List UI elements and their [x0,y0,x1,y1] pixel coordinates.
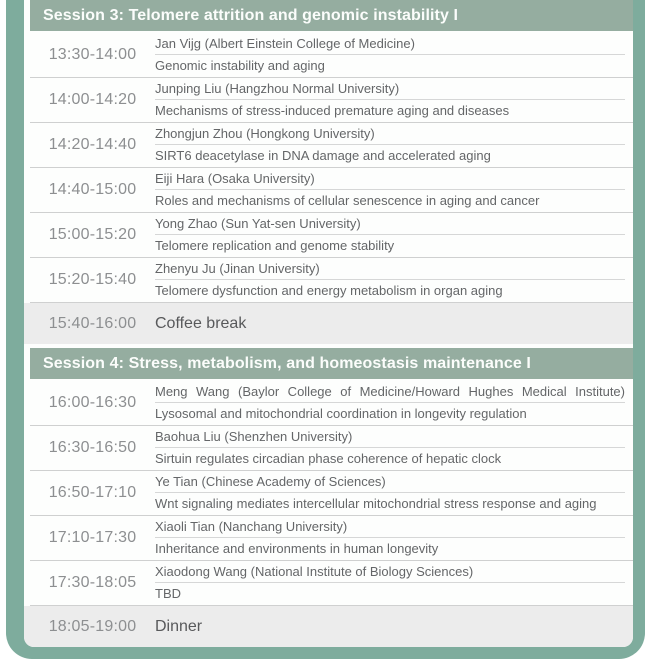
speaker-text: Baohua Liu (Shenzhen University) [155,426,625,448]
speaker-text: Xiaoli Tian (Nanchang University) [155,516,625,538]
session-3-title: Session 3: Telomere attrition and genomic instability I [43,6,459,24]
slot-content [155,381,633,425]
speaker-text: Eiji Hara (Osaka University) [155,168,625,190]
time-cell: 15:20-15:40 [48,271,137,288]
table-row [30,78,633,123]
time-cell: 14:20-14:40 [48,136,137,153]
slot-content [155,213,633,257]
table-row [30,33,633,78]
slot-content [155,516,633,560]
slot-content [155,168,633,212]
slot-content [155,123,633,167]
table-row [30,561,633,606]
time-cell: 15:40-16:00 [48,314,137,332]
talk-title: Lysosomal and mitochondrial coordination in longevity regulation [155,406,527,421]
program-card [24,0,633,647]
table-row [30,258,633,303]
talk-title: Telomere dysfunction and energy metabolism in organ aging [155,283,503,298]
speaker-text: Meng Wang (Baylor College of Medicine/Howard Hughes Medical Institute) [155,381,625,403]
table-row [30,213,633,258]
time-cell: 17:10-17:30 [48,529,137,546]
time-cell: 17:30-18:05 [48,574,137,591]
talk-title: Roles and mechanisms of cellular senescence in aging and cancer [155,193,540,208]
time-cell: 15:00-15:20 [48,226,137,243]
time-cell: 13:30-14:00 [48,46,137,63]
slot-content [155,426,633,470]
talk-title: Mechanisms of stress-induced premature aging and diseases [155,103,510,118]
talk-title: Sirtuin regulates circadian phase coherence of hepatic clock [155,451,502,466]
time-cell: 16:50-17:10 [48,484,137,501]
session-4-title: Session 4: Stress, metabolism, and homeostasis maintenance I [43,354,531,372]
table-row [30,123,633,168]
time-cell: 16:00-16:30 [48,394,137,411]
talk-title: TBD [155,586,181,601]
break-label: Dinner [155,617,203,635]
talk-title: Wnt signaling mediates intercellular mitochondrial stress response and aging [155,496,597,511]
talk-title: SIRT6 deacetylase in DNA damage and accelerated aging [155,148,491,163]
table-row [30,516,633,561]
time-cell: 16:30-16:50 [48,439,137,456]
speaker-text: Ye Tian (Chinese Academy of Sciences) [155,471,625,493]
session-3-header [30,0,633,31]
slot-content [155,33,633,77]
slot-content [155,471,633,515]
talk-title: Genomic instability and aging [155,58,325,73]
dinner-row [24,606,633,647]
talk-title: Telomere replication and genome stability [155,238,395,253]
speaker-text: Zhongjun Zhou (Hongkong University) [155,123,625,145]
talk-title: Inheritance and environments in human longevity [155,541,439,556]
time-cell: 14:40-15:00 [48,181,137,198]
break-label: Coffee break [155,314,247,332]
time-cell: 14:00-14:20 [48,91,137,108]
table-row [30,381,633,426]
table-row [30,168,633,213]
speaker-text: Yong Zhao (Sun Yat-sen University) [155,213,625,235]
speaker-text: Zhenyu Ju (Jinan University) [155,258,625,280]
table-row [30,471,633,516]
slot-content [155,561,633,605]
coffee-break-row [24,303,633,344]
speaker-text: Junping Liu (Hangzhou Normal University) [155,78,625,100]
slot-content [155,258,633,302]
slot-content [155,78,633,122]
speaker-text: Xiaodong Wang (National Institute of Biology Sciences) [155,561,625,583]
session-4-header [30,348,633,379]
speaker-text: Jan Vijg (Albert Einstein College of Medicine) [155,33,625,55]
table-row [30,426,633,471]
time-cell: 18:05-19:00 [48,617,137,635]
